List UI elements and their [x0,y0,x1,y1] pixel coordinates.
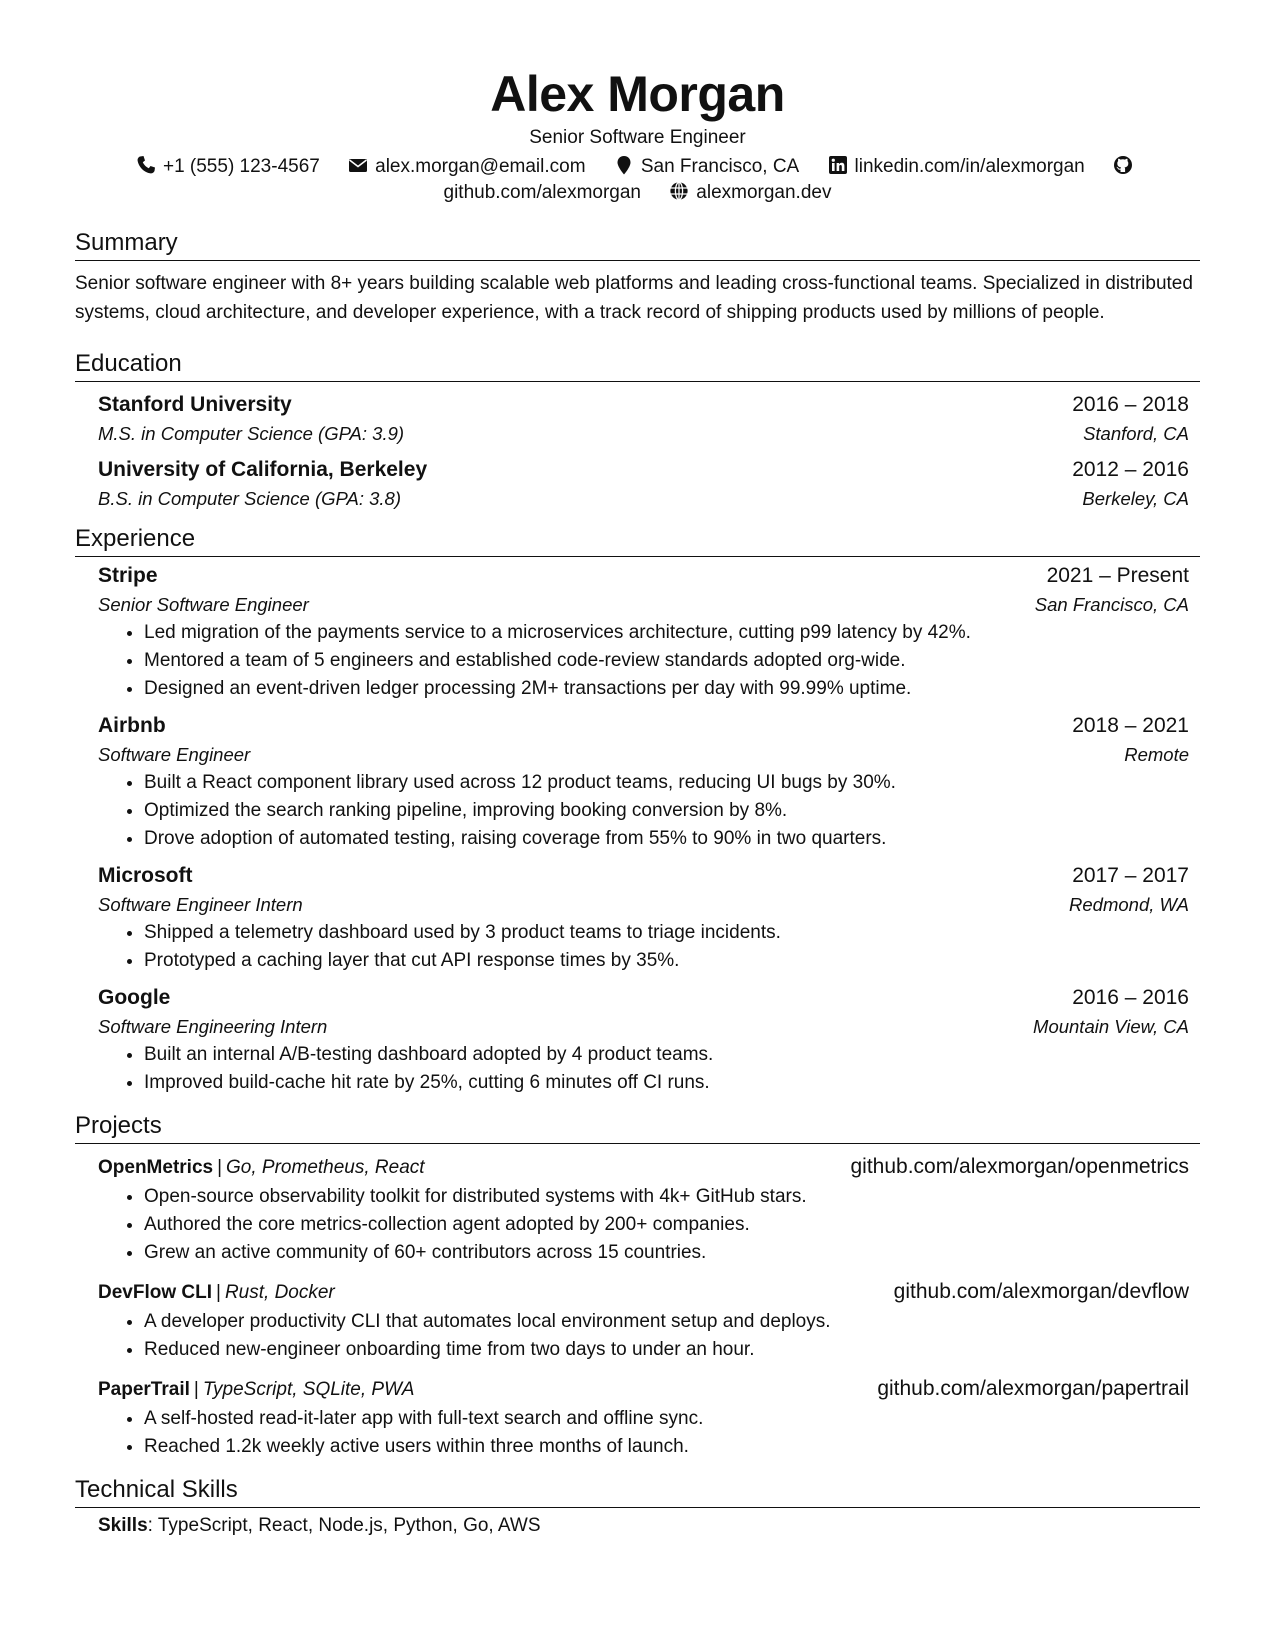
contact-github-url[interactable] [444,180,642,206]
project-link[interactable]: github.com/alexmorgan/papertrail [877,1377,1189,1400]
projects-section [75,1111,1200,1461]
summary-section [75,228,1200,327]
project-entry [75,1277,1200,1364]
bullet-list [98,1041,1189,1097]
school-name: University of California, Berkeley [98,458,428,481]
experience-entry [75,711,1200,853]
bullet-item: • Reduced new-engineer onboarding time from two days to under an hour. [144,1336,1189,1364]
github-icon [1112,155,1134,175]
school-location: Berkeley, CA [1082,488,1189,509]
skills-colon: : [147,1515,158,1536]
job-role: Software Engineer [98,744,251,765]
job-role: Software Engineering Intern [98,1016,328,1037]
bullet-item: • Grew an active community of 60+ contributors across 15 countries. [144,1239,1189,1267]
separator: | [217,1157,223,1178]
bullet-list [98,1183,1189,1267]
bullet-item: • Open-source observability toolkit for distributed systems with 4k+ GitHub stars. [144,1183,1189,1211]
contact-github-text: github.com/alexmorgan [443,182,641,203]
degree: M.S. in Computer Science (GPA: 3.9) [98,423,405,444]
bullet-list [98,619,1189,703]
bullet-item: • Prototyped a caching layer that cut API response times by 35%. [144,947,1189,975]
education-dates: 2012 – 2016 [1072,458,1189,481]
job-role: Software Engineer Intern [98,894,303,915]
bullet-item: • A self-hosted read-it-later app with full-text search and offline sync. [144,1405,1189,1433]
bullet-item: • Drove adoption of automated testing, raising coverage from 55% to 90% in two quarters. [144,825,1189,853]
contact-email-text: alex.morgan@email.com [375,156,586,177]
contact-github[interactable] [1112,154,1140,180]
contact-linkedin[interactable] [827,154,1085,180]
bullet-list [98,919,1189,975]
project-link[interactable]: github.com/alexmorgan/openmetrics [850,1155,1189,1178]
company-name: Airbnb [98,714,166,737]
experience-section [75,524,1200,1097]
school-location: Stanford, CA [1083,423,1189,444]
contact-line [75,154,1200,206]
company-name: Microsoft [98,864,193,887]
contact-phone-text: +1 (555) 123-4567 [162,156,320,177]
project-name: OpenMetrics [98,1157,214,1178]
contact-linkedin-text: linkedin.com/in/alexmorgan [854,156,1085,177]
project-name: DevFlow CLI [98,1282,213,1303]
bullet-item: • Shipped a telemetry dashboard used by 3 product teams to triage incidents. [144,919,1189,947]
experience-entry [75,861,1200,975]
skills-label: Skills [98,1515,148,1536]
job-location: Remote [1124,744,1189,765]
bullet-item: • Led migration of the payments service to a microservices architecture, cutting p99 latency by 42%. [144,619,1189,647]
contact-website[interactable] [668,180,831,206]
job-location: Mountain View, CA [1033,1016,1189,1037]
contact-website-text: alexmorgan.dev [696,182,832,203]
projects-heading: Projects [75,1111,1200,1144]
experience-dates: 2016 – 2016 [1072,986,1189,1009]
bullet-item: • A developer productivity CLI that automates local environment setup and deploys. [144,1308,1189,1336]
skills-line [75,1512,1200,1540]
company-name: Google [98,986,171,1009]
phone-icon [135,155,157,175]
company-name: Stripe [98,564,158,587]
bullet-list [98,769,1189,853]
project-tech: Go, Prometheus, React [226,1157,425,1178]
project-link[interactable]: github.com/alexmorgan/devflow [893,1280,1189,1303]
contact-location-text: San Francisco, CA [640,156,800,177]
job-role: Senior Software Engineer [98,594,309,615]
education-entry [75,455,1200,512]
bullet-item: • Reached 1.2k weekly active users within three months of launch. [144,1433,1189,1461]
summary-text: Senior software engineer with 8+ years building scalable web platforms and leading cross-functional teams. Specialized in distributed systems, cloud architecture, and developer experience, with a track record of shipping products used by millions of people. [75,273,1193,323]
candidate-title: Senior Software Engineer [529,127,746,148]
globe-icon [668,181,690,201]
project-entry [75,1374,1200,1461]
experience-heading: Experience [75,524,1200,557]
project-tech: Rust, Docker [224,1282,335,1303]
experience-dates: 2021 – Present [1046,564,1189,587]
bullet-item: • Mentored a team of 5 engineers and established code-review standards adopted org-wide. [144,647,1189,675]
experience-entry [75,983,1200,1097]
job-location: San Francisco, CA [1034,594,1189,615]
contact-location [613,154,799,180]
experience-dates: 2018 – 2021 [1072,714,1189,737]
job-location: Redmond, WA [1069,894,1189,915]
education-entry [75,390,1200,447]
experience-dates: 2017 – 2017 [1072,864,1189,887]
project-name: PaperTrail [98,1379,190,1400]
project-entry [75,1152,1200,1267]
bullet-item: • Authored the core metrics-collection agent adopted by 200+ companies. [144,1211,1189,1239]
project-tech: TypeScript, SQLite, PWA [202,1379,415,1400]
skills-value: TypeScript, React, Node.js, Python, Go, AWS [157,1515,541,1536]
bullet-item: • Designed an event-driven ledger processing 2M+ transactions per day with 99.99% uptime. [144,675,1189,703]
resume-page [75,0,1200,1540]
bullet-item: • Built an internal A/B-testing dashboard adopted by 4 product teams. [144,1041,1189,1069]
contact-phone[interactable] [135,154,320,180]
summary-heading: Summary [75,228,1200,261]
envelope-icon [347,155,369,175]
bullet-item: • Built a React component library used across 12 product teams, reducing UI bugs by 30%. [144,769,1189,797]
bullet-item: • Improved build-cache hit rate by 25%, cutting 6 minutes off CI runs. [144,1069,1189,1097]
contact-email[interactable] [347,154,585,180]
bullet-list [98,1405,1189,1461]
school-name: Stanford University [98,393,292,416]
candidate-name: Alex Morgan [490,66,785,122]
degree: B.S. in Computer Science (GPA: 3.8) [98,488,401,509]
education-heading: Education [75,349,1200,382]
bullet-item: • Optimized the search ranking pipeline, improving booking conversion by 8%. [144,797,1189,825]
location-pin-icon [613,155,635,175]
skills-section [75,1475,1200,1540]
experience-entry [75,561,1200,703]
skills-heading: Technical Skills [75,1475,1200,1508]
bullet-list [98,1308,1189,1364]
education-dates: 2016 – 2018 [1072,393,1189,416]
education-section [75,349,1200,512]
linkedin-icon [827,155,849,175]
separator: | [193,1379,199,1400]
resume-header [75,62,1200,206]
separator: | [216,1282,221,1303]
